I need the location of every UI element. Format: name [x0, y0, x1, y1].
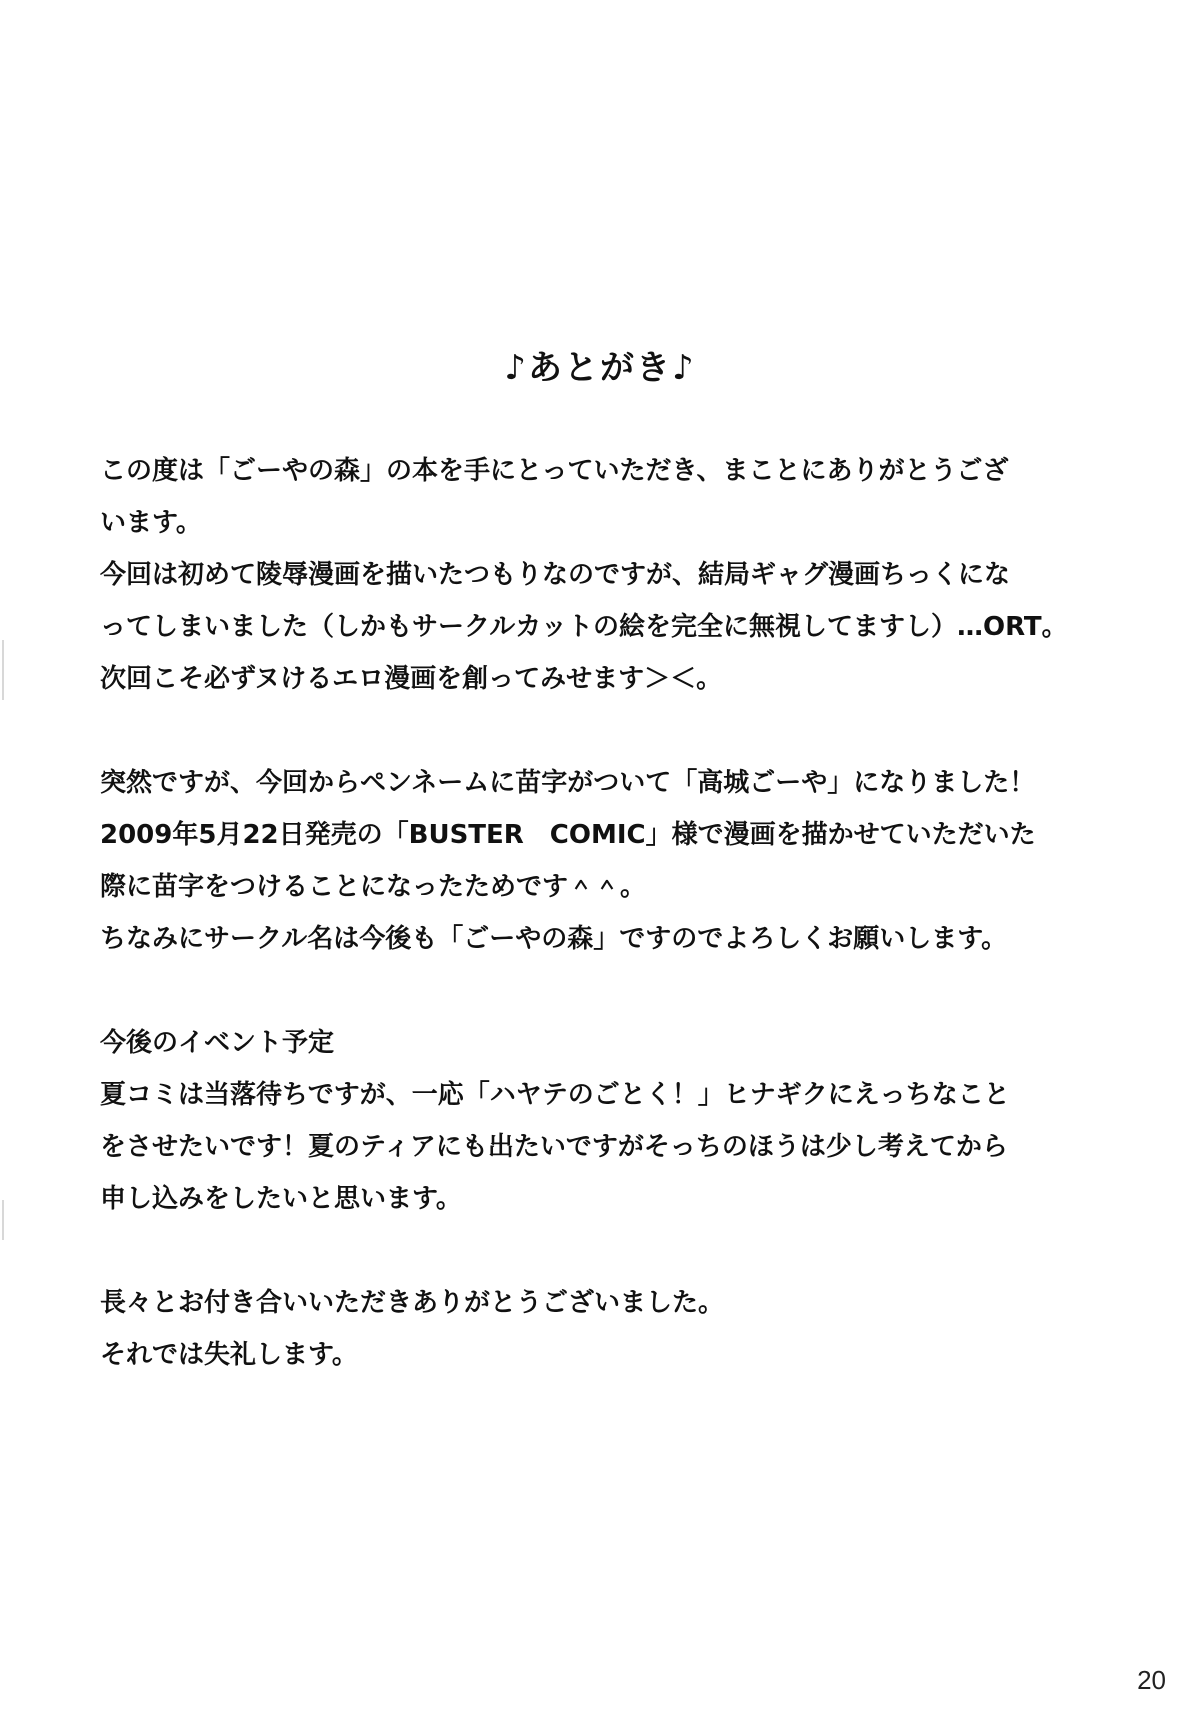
text-line: 突然ですが、今回からペンネームに苗字がついて「高城ごーや」になりました！ [100, 768, 1036, 798]
paragraph-closing [100, 1277, 1130, 1381]
scan-margin-mark [2, 1200, 4, 1240]
text-line: それでは失礼します。 [100, 1340, 358, 1370]
text-line: 次回こそ必ずヌけるエロ漫画を創ってみせます＞＜。 [100, 664, 723, 694]
text-line: 今回は初めて陵辱漫画を描いたつもりなのですが、結局ギャグ漫画ちっくにな [100, 560, 1011, 590]
text-line: をさせたいです！夏のティアにも出たいですがそっちのほうは少し考えてから [100, 1132, 1008, 1162]
paragraph-pen-name [100, 757, 1130, 965]
text-line: 夏コミは当落待ちですが、一応「ハヤテのごとく！」ヒナギクにえっちなこと [100, 1080, 1010, 1110]
text-line: ちなみにサークル名は今後も「ごーやの森」ですのでよろしくお願いします。 [100, 924, 1008, 954]
text-line: 際に苗字をつけることになったためです＾＾。 [100, 872, 647, 902]
afterword-title: ♪あとがき♪ [504, 348, 696, 388]
text-line: 申し込みをしたいと思います。 [100, 1184, 462, 1214]
paragraph-events [100, 1017, 1130, 1225]
text-line: ってしまいました（しかもサークルカットの絵を完全に無視してますし）…ORT。 [100, 612, 1068, 642]
text-line: 長々とお付き合いいただきありがとうございました。 [100, 1288, 725, 1318]
text-line: この度は「ごーやの森」の本を手にとっていただき、まことにありがとうござ [100, 456, 1009, 486]
afterword-body [100, 445, 1130, 1433]
paragraph-thanks [100, 445, 1130, 705]
scan-margin-mark [2, 640, 4, 700]
text-line: います。 [100, 508, 202, 538]
text-line: 2009年5月22日発売の「BUSTER COMIC」様で漫画を描かせていただいた [100, 820, 1036, 850]
text-line: 今後のイベント予定 [100, 1028, 335, 1058]
page-number: 20 [1137, 1665, 1166, 1695]
